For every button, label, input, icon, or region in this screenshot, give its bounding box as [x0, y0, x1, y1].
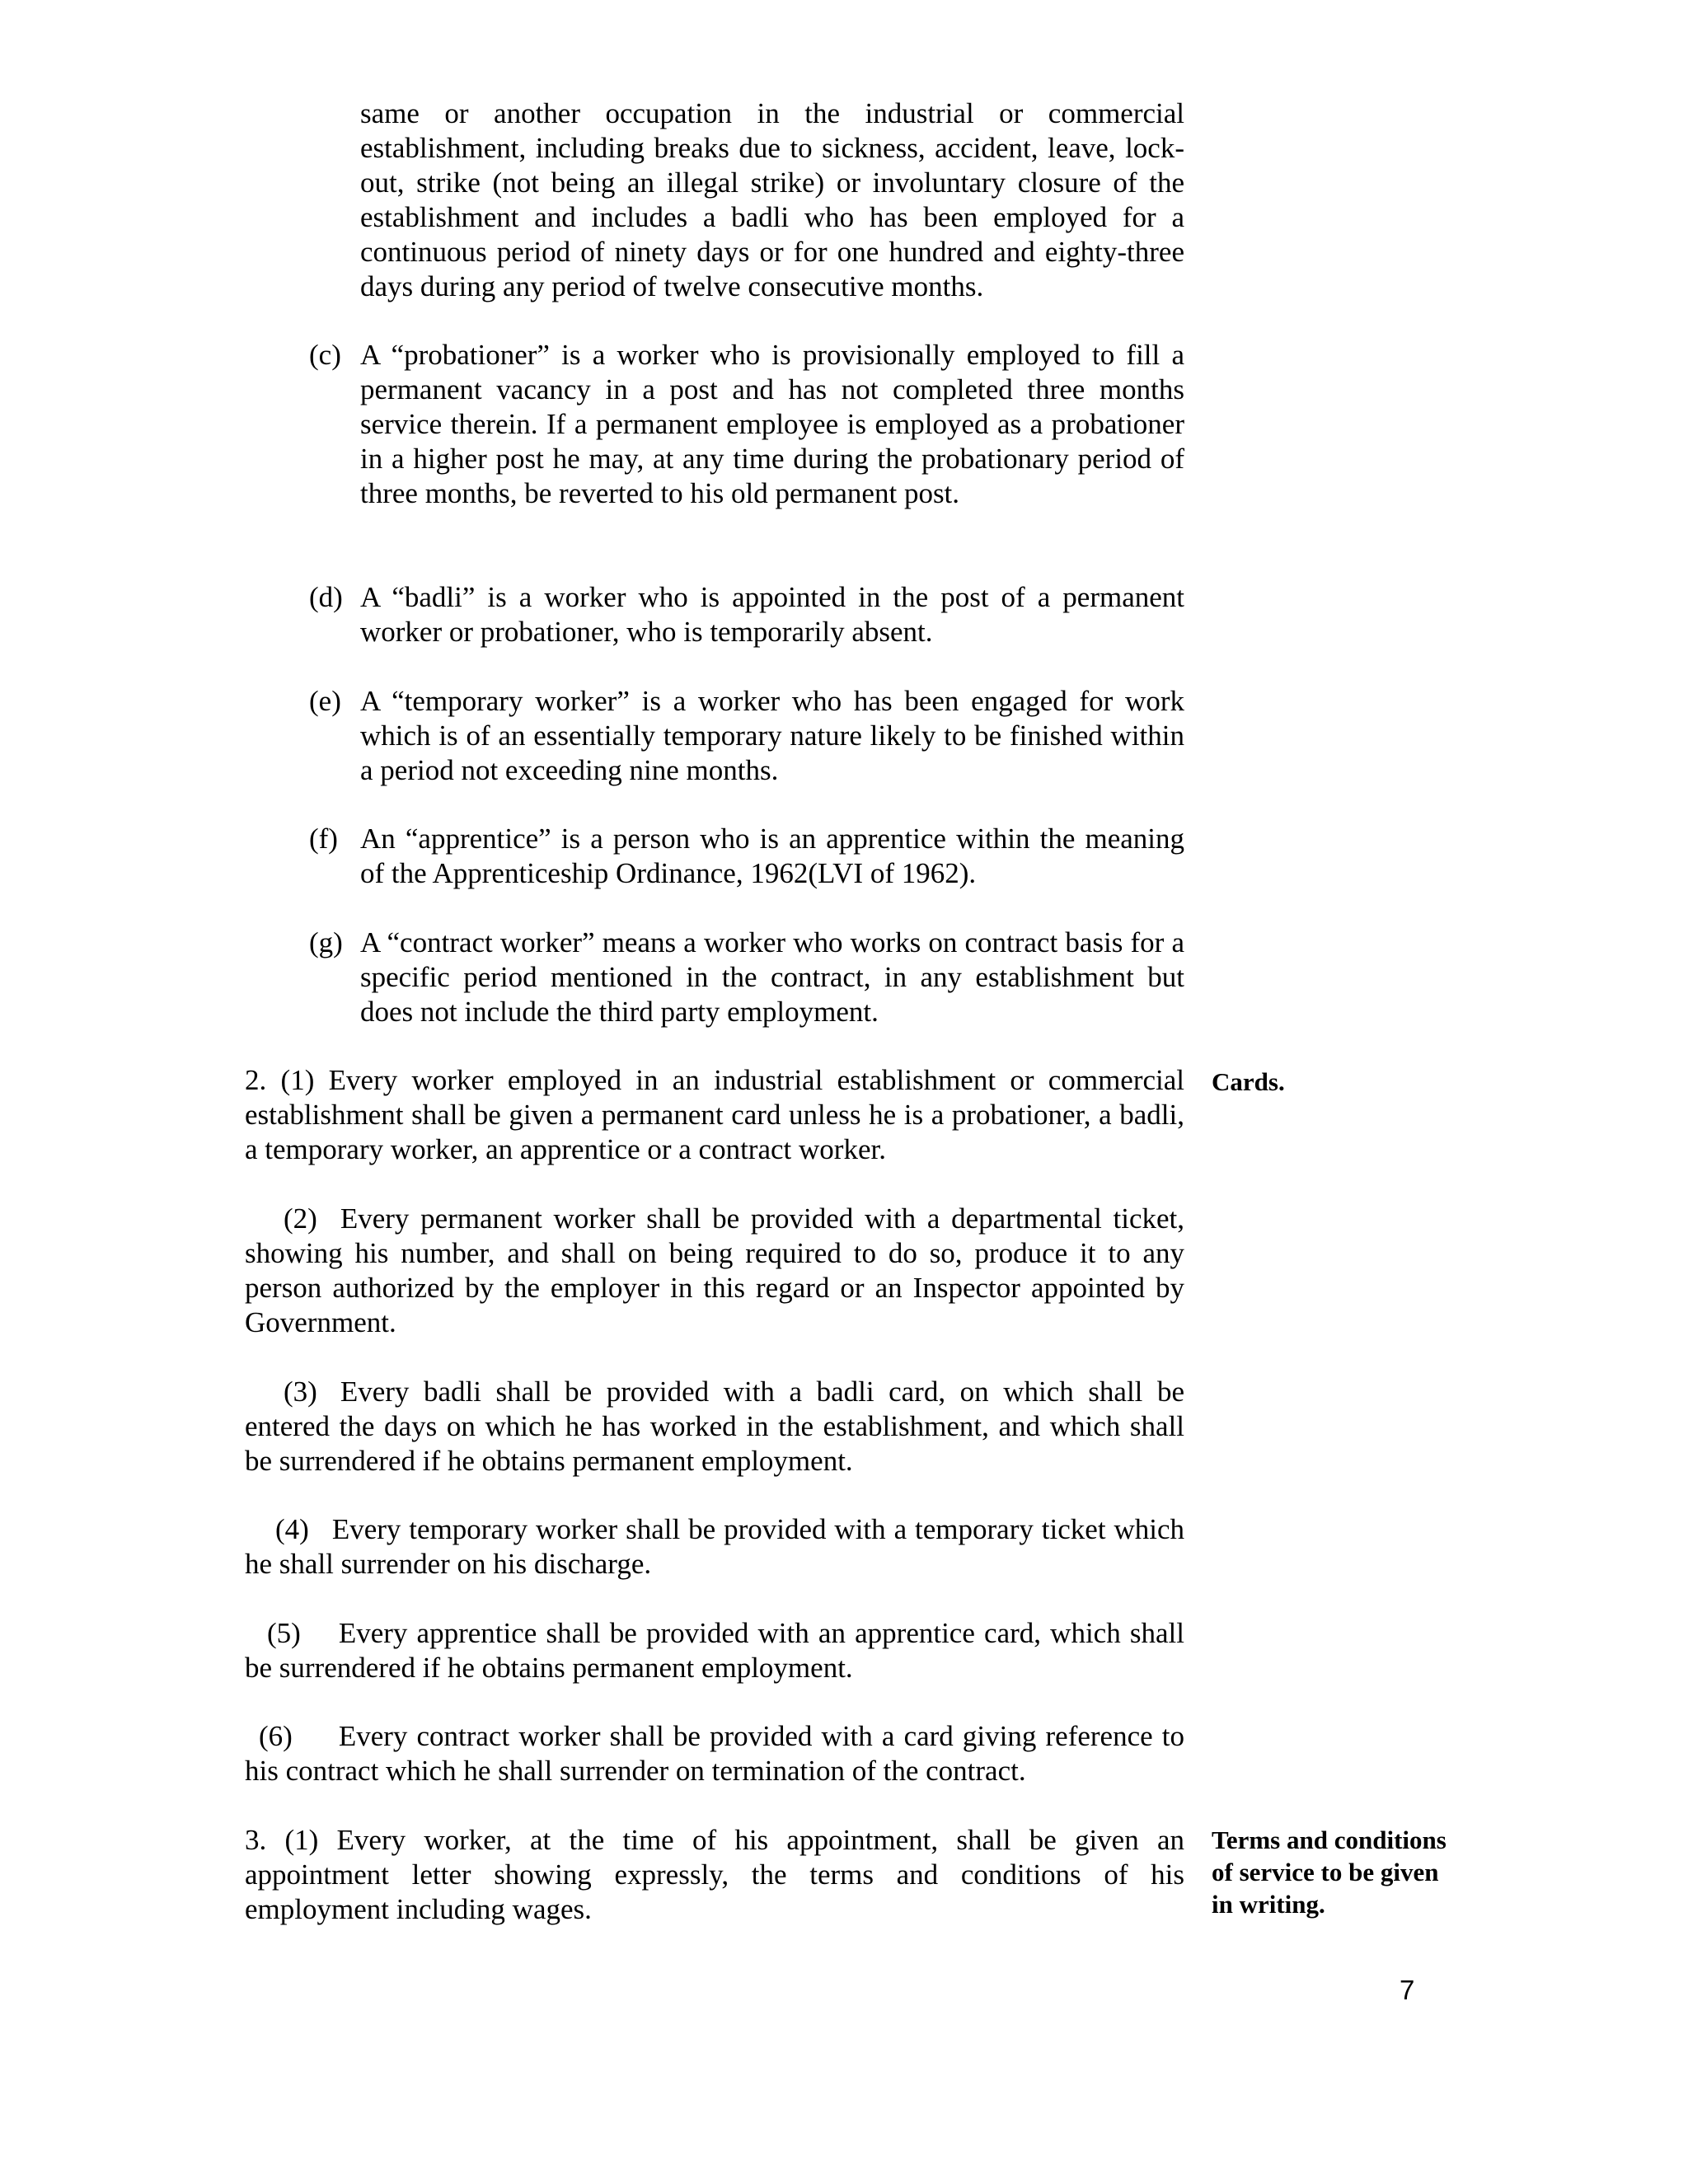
para-text: Every permanent worker shall be provided with a departmental ticket, showing his number, and shall on being required to do so, produce it to any person authorized by the employer in this regard or an Inspector appointed by Government. — [245, 1202, 1184, 1338]
section2-para5 — [245, 1616, 1184, 1685]
margin-note-line: in writing. — [1212, 1890, 1325, 1919]
clause-text: An “apprentice” is a person who is an apprentice within the meaning of the Apprenticeship Ordinance, 1962(LVI of 1962). — [360, 823, 1184, 889]
para-number: (3) — [284, 1376, 317, 1408]
margin-note-line: Terms and conditions — [1212, 1825, 1447, 1854]
para-text: Every apprentice shall be provided with an apprentice card, which shall be surrendered if he obtains permanent employment. — [245, 1617, 1184, 1684]
page-number: 7 — [1400, 1975, 1415, 2005]
clause-label: (g) — [309, 926, 343, 958]
para-number: (4) — [275, 1513, 309, 1545]
section2-para3 — [245, 1375, 1184, 1479]
para-number: (2) — [284, 1202, 317, 1235]
section2-para4 — [245, 1512, 1184, 1582]
para-text: Every contract worker shall be provided with a card giving reference to his contract which he shall surrender on termination of the contract. — [245, 1720, 1184, 1787]
clause-label: (e) — [309, 685, 341, 717]
clause-text: A “badli” is a worker who is appointed in the post of a permanent worker or probationer, who is temporarily absent. — [360, 581, 1184, 648]
clause-label: (d) — [309, 581, 343, 613]
margin-note-line: of service to be given — [1212, 1858, 1439, 1886]
section2-para1: 2. (1) Every worker employed in an industrial establishment or commercial establishment shall be given a permanent card unless he is a probationer, a badli, a temporary worker, an apprentice or a contract worker. — [245, 1064, 1184, 1165]
clause-label: (c) — [309, 339, 341, 371]
para-text: Every badli shall be provided with a badli card, on which shall be entered the days on which he has worked in the establishment, and which shall be surrendered if he obtains permanent employment. — [245, 1376, 1184, 1477]
section3-para1: 3. (1) Every worker, at the time of his appointment, shall be given an appointment letter showing expressly, the terms and conditions of his employment including wages. — [245, 1824, 1184, 1925]
margin-note-terms — [1212, 1824, 1484, 1920]
section2-para6 — [245, 1719, 1184, 1788]
clause-text: A “contract worker” means a worker who works on contract basis for a specific period mentioned in the contract, in any establishment but does not include the third party employment. — [360, 926, 1184, 1028]
para-number: (5) — [267, 1617, 301, 1649]
margin-note-cards: Cards. — [1212, 1067, 1285, 1096]
para-number: (6) — [259, 1720, 293, 1752]
para-text: Every temporary worker shall be provided with a temporary ticket which he shall surrender on his discharge. — [245, 1513, 1184, 1580]
clause-text: A “temporary worker” is a worker who has been engaged for work which is of an essentially temporary nature likely to be finished within a period not exceeding nine months. — [360, 685, 1184, 786]
clause-label: (f) — [309, 823, 338, 855]
intro-continuation: same or another occupation in the industrial or commercial establishment, including breaks due to sickness, accident, leave, lock-out, strike (not being an illegal strike) or involuntary closure of the establishment and includes a badli who has been employed for a continuous period of ninety days or for one hundred and eighty-three days during any period of twelve consecutive months. — [360, 97, 1184, 302]
clause-text: A “probationer” is a worker who is provisionally employed to fill a permanent vacancy in a post and has not completed three months service therein. If a permanent employee is employed as a probationer in a higher post he may, at any time during the probationary period of three months, be reverted to his old permanent post. — [360, 339, 1184, 509]
section2-para2 — [245, 1202, 1184, 1340]
